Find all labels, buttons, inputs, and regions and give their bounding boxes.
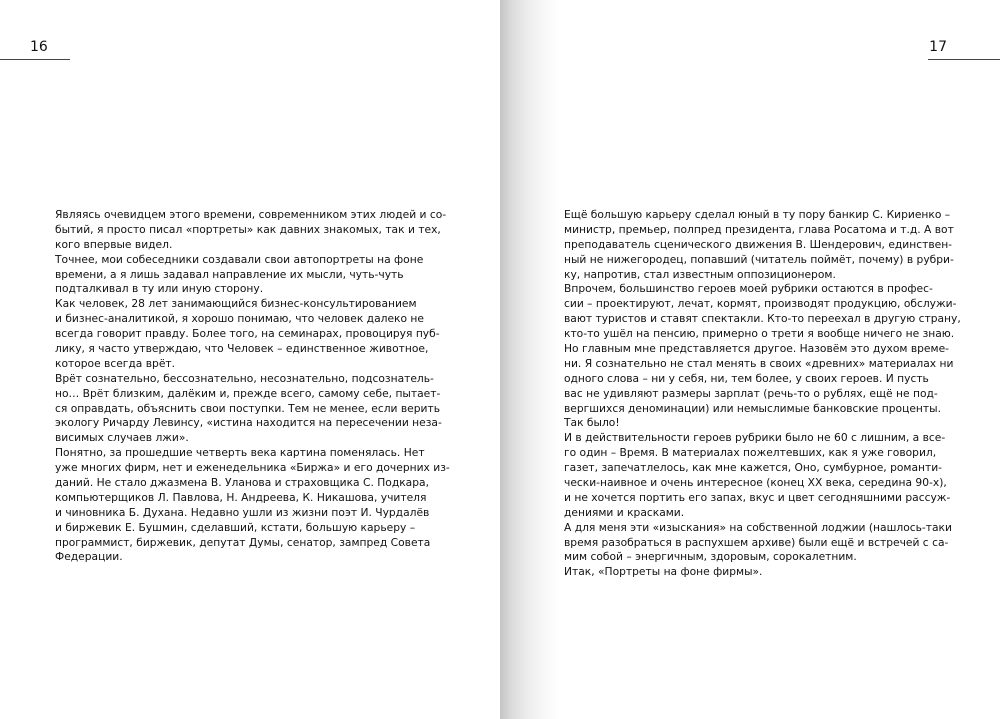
text-line: преподаватель сценического движения В. Шендерович, единствен- (564, 237, 953, 251)
text-line: экологу Ричарду Левинсу, «истина находится на пересечении неза- (55, 416, 442, 430)
text-line: вают туристов и ставят спектакли. Кто-то переехал в другую страну, (564, 312, 961, 326)
text-line: сии – проектируют, лечат, кормят, производят продукцию, обслужи- (564, 297, 957, 311)
gutter-shadow (500, 0, 560, 719)
text-line: одного слова – ни у себя, ни, тем более, у своих героев. И пусть (564, 371, 929, 385)
text-line: подталкивал в ту или иную сторону. (55, 282, 264, 296)
text-line: компьютерщиков Л. Павлова, Н. Андреева, К. Никашова, учителя (55, 490, 427, 504)
text-line: Точнее, мои собеседники создавали свои автопортреты на фоне (55, 252, 424, 266)
text-line: мим собой – энергичным, здоровым, сорокалетним. (564, 550, 857, 564)
text-line: чески-наивное и очень интересное (конец XX века, середина 90-х), (564, 476, 947, 490)
text-line: Как человек, 28 лет занимающийся бизнес-консультированием (55, 297, 417, 311)
text-line: Являясь очевидцем этого времени, современником этих людей и со- (55, 208, 447, 221)
text-line: кого впервые видел. (55, 237, 173, 251)
text-line: ся оправдать, объяснить свои поступки. Тем не менее, если верить (55, 401, 441, 415)
text-line: дениями и красками. (564, 505, 685, 519)
page-number: 17 (929, 39, 947, 55)
text-line: которое всегда врёт. (55, 356, 176, 370)
header-rule (0, 59, 70, 60)
text-line: ку, напротив, стал известным оппозиционером. (564, 267, 836, 281)
text-line: висимых случаев лжи». (55, 431, 189, 445)
text-line: и биржевик Е. Бушмин, сделавший, кстати, большую карьеру – (55, 520, 416, 534)
header-rule (928, 59, 1000, 60)
page-number: 16 (30, 39, 48, 55)
text-line: вас не удивляют размеры зарплат (речь-то о рублях, ещё не под- (564, 386, 938, 400)
text-line: министр, премьер, полпред президента, глава Росатома и т.д. А вот (564, 222, 954, 236)
text-line: Так было! (564, 416, 620, 430)
text-line: Впрочем, большинство героев моей рубрики остаются в профес- (564, 282, 933, 296)
text-line: Но главным мне представляется другое. Назовём это духом време- (564, 342, 950, 356)
text-line: программист, биржевик, депутат Думы, сенатор, зампред Совета (55, 535, 431, 549)
text-line: и не хочется портить его запах, вкус и цвет сегодняшними рассуж- (564, 490, 951, 504)
text-line: уже многих фирм, нет и еженедельника «Биржа» и его дочерних из- (55, 461, 450, 475)
text-line: даний. Не стало джазмена В. Уланова и страховщика С. Подкара, (55, 476, 429, 490)
right-page (500, 0, 1000, 719)
text-line: Федерации. (55, 550, 123, 564)
text-line: го один – Время. В материалах пожелтевших, как я уже говорил, (564, 446, 937, 460)
text-line: Итак, «Портреты на фоне фирмы». (564, 565, 763, 579)
text-line: времени, а я лишь задавал направление их мысли, чуть-чуть (55, 267, 404, 281)
text-line: кто-то ушёл на пенсию, примерно о трети я вообще ничего не знаю. (564, 327, 955, 341)
text-line: Врёт сознательно, бессознательно, несознательно, подсознатель- (55, 371, 434, 385)
text-line: вергшихся деноминации) или немыслимые банковские проценты. (564, 401, 941, 415)
text-line: газет, запечатлелось, как мне кажется, Оно, сумбурное, романти- (564, 461, 943, 475)
text-line: и чиновника Б. Духана. Недавно ушли из жизни поэт И. Чурдалёв (55, 505, 430, 519)
text-line: ни. Я сознательно не стал менять в своих «древних» материалах ни (564, 356, 954, 370)
text-line: Понятно, за прошедшие четверть века картина поменялась. Нет (55, 446, 425, 460)
text-line: лику, я часто утверждаю, что Человек – единственное животное, (55, 342, 429, 356)
text-line: Ещё большую карьеру сделал юный в ту пору банкир С. Кириенко – (564, 208, 951, 221)
text-line: ный не нижегородец, попавший (читатель поймёт, почему) в рубри- (564, 252, 954, 266)
text-line: и бизнес-аналитикой, я хорошо понимаю, что человек далеко не (55, 312, 424, 326)
text-line: А для меня эти «изыскания» на собственной лоджии (нашлось-таки (564, 520, 952, 534)
text-line: всегда говорит правду. Более того, на семинарах, провоцируя пуб- (55, 327, 440, 341)
text-line: бытий, я просто писал «портреты» как давних знакомых, так и тех, (55, 222, 441, 236)
text-line: И в действительности героев рубрики было не 60 с лишним, а все- (564, 431, 946, 445)
text-line: время разобраться в распухшем архиве) были ещё и встречей с са- (564, 535, 949, 549)
text-line: но… Врёт близким, далёким и, прежде всего, самому себе, пытает- (55, 386, 441, 400)
body-text (55, 208, 450, 565)
body-text (564, 208, 961, 580)
